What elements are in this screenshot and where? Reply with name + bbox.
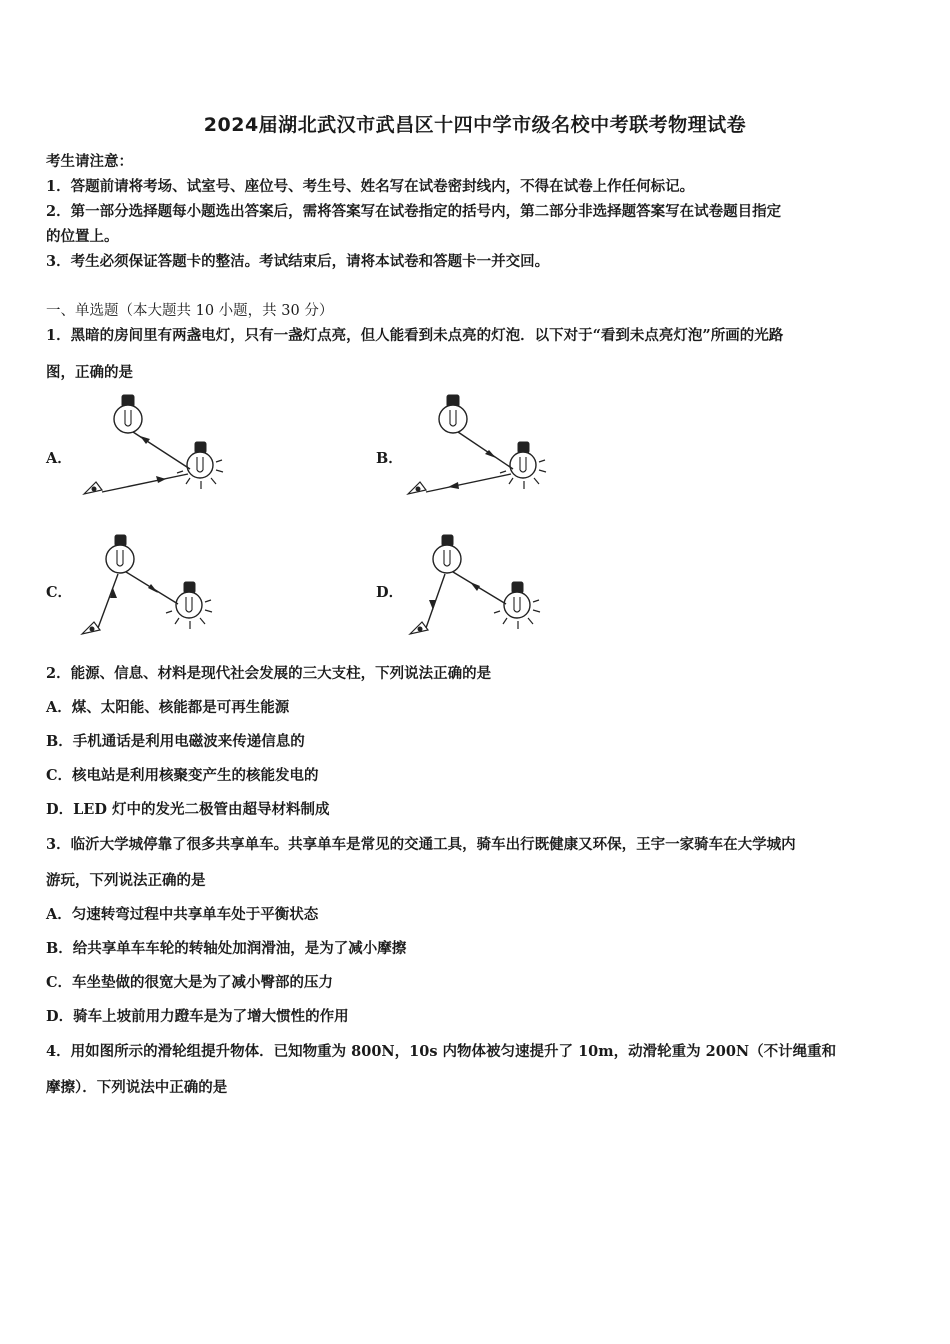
q4-stem-line1: 4．用如图所示的滑轮组提升物体．已知物重为 800N，10s 内物体被匀速提升了 10m，动滑轮重为 200N（不计绳重和 — [46, 1043, 837, 1060]
arrow-icon — [429, 600, 436, 610]
notice-item-2-cont: 的位置上。 — [46, 228, 119, 245]
q1-stem-line2: 图，正确的是 — [46, 364, 133, 381]
eye-icon — [410, 622, 428, 634]
q2-option-c: C．核电站是利用核聚变产生的核能发电的 — [46, 767, 319, 784]
q3-option-b: B．给共享单车车轮的转轴处加润滑油，是为了减小摩擦 — [46, 940, 407, 957]
q3-stem-line2: 游玩，下列说法正确的是 — [46, 872, 206, 889]
q1-stem-line1: 1．黑暗的房间里有两盏电灯，只有一盏灯点亮，但人能看到未点亮的灯泡．以下对于“看到未点亮灯泡”所画的光路 — [46, 327, 784, 344]
q1-option-c-label: C． — [46, 584, 73, 601]
notice-item-2: 2．第一部分选择题每小题选出答案后，需将答案写在试卷指定的括号内，第二部分非选择题答案写在试卷题目指定 — [46, 203, 782, 220]
q2-option-a: A．煤、太阳能、核能都是可再生能源 — [46, 699, 290, 716]
q1-option-d-label: D． — [376, 584, 404, 601]
arrow-icon — [156, 476, 166, 483]
section-heading: 一、单选题（本大题共 10 小题，共 30 分） — [46, 303, 334, 319]
q3-option-d: D．骑车上坡前用力蹬车是为了增大惯性的作用 — [46, 1008, 349, 1025]
eye-icon — [82, 622, 100, 634]
q2-option-b: B．手机通话是利用电磁波来传递信息的 — [46, 733, 305, 750]
q3-stem-line1: 3．临沂大学城停靠了很多共享单车。共享单车是常见的交通工具，骑车出行既健康又环保，王宇一家骑车在大学城内 — [46, 836, 796, 853]
q3-option-a: A．匀速转弯过程中共享单车处于平衡状态 — [46, 906, 319, 923]
eye-icon — [408, 482, 426, 494]
lit-bulb-icon — [433, 535, 461, 573]
q1-diagram-b — [400, 390, 570, 510]
q1-diagram-d — [400, 530, 570, 650]
q1-option-b-label: B． — [376, 450, 403, 467]
light-bulb-icon — [494, 582, 540, 629]
light-bulb-icon — [439, 395, 467, 433]
q3-option-c: C．车坐垫做的很宽大是为了减小臀部的压力 — [46, 974, 334, 991]
light-bulb-icon — [114, 395, 142, 433]
notice-heading: 考生请注意： — [46, 153, 133, 170]
q2-stem: 2．能源、信息、材料是现代社会发展的三大支柱，下列说法正确的是 — [46, 665, 492, 682]
lit-bulb-icon — [106, 535, 134, 573]
q1-diagram-a — [70, 390, 240, 510]
light-bulb-icon — [166, 582, 212, 629]
q2-option-d: D．LED 灯中的发光二极管由超导材料制成 — [46, 801, 330, 818]
arrow-icon — [470, 582, 480, 591]
eye-icon — [84, 482, 102, 494]
notice-item-3: 3．考生必须保证答题卡的整洁。考试结束后，请将本试卷和答题卡一并交回。 — [46, 253, 550, 270]
page-title: 2024届湖北武汉市武昌区十四中学市级名校中考联考物理试卷 — [203, 114, 747, 136]
q1-diagram-c — [70, 530, 240, 650]
arrow-icon — [448, 482, 459, 489]
q1-option-a-label: A． — [46, 450, 72, 467]
arrow-icon — [148, 584, 158, 593]
notice-item-1: 1．答题前请将考场、试室号、座位号、考生号、姓名写在试卷密封线内，不得在试卷上作任何标记。 — [46, 178, 695, 195]
q4-stem-line2: 摩擦）．下列说法中正确的是 — [46, 1079, 228, 1096]
